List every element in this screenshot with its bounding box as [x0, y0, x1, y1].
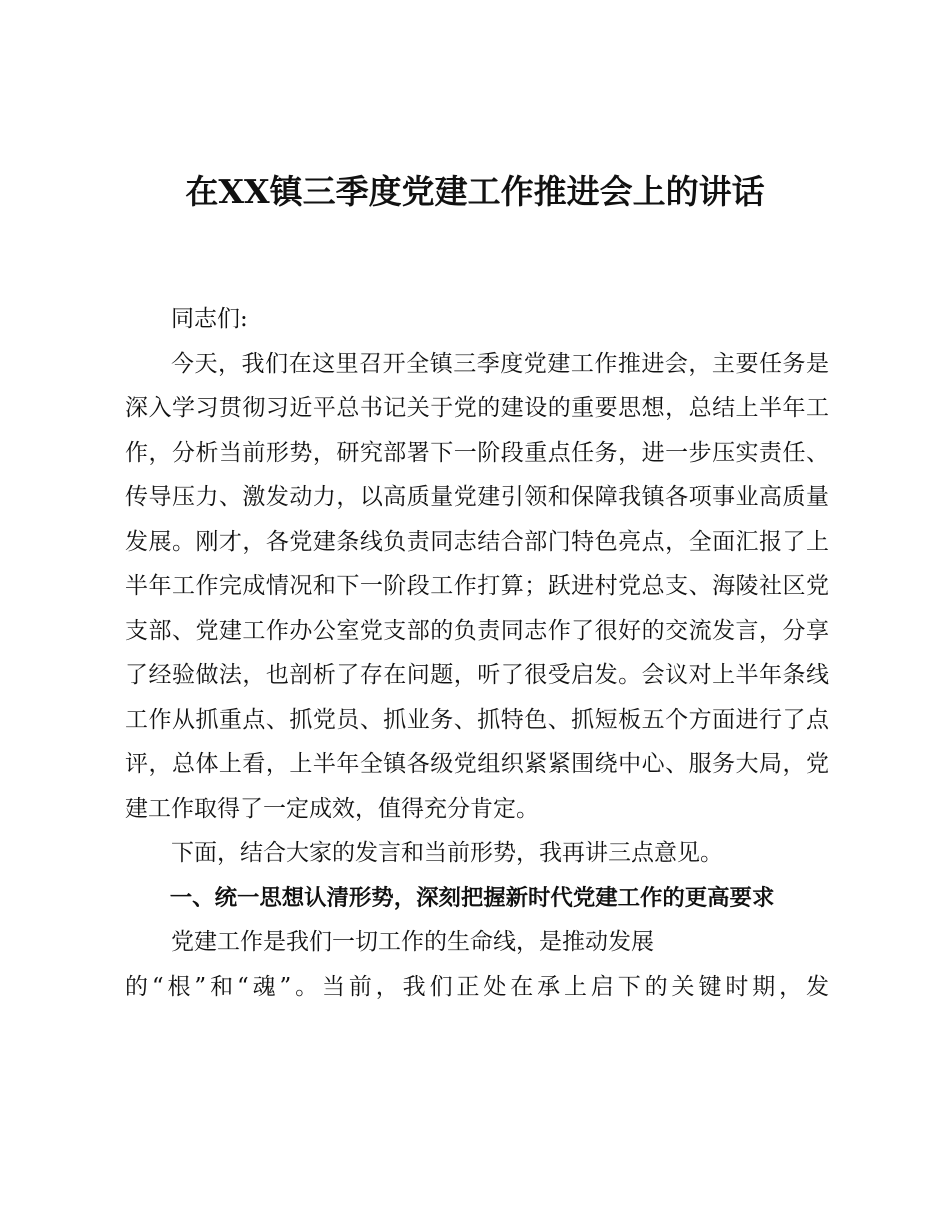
document-title: 在XX镇三季度党建工作推进会上的讲话: [185, 172, 765, 211]
salutation: 同志们:: [171, 306, 248, 332]
body-paragraph-2: 下面，结合大家的发言和当前形势，我再讲三点意见。: [171, 840, 723, 866]
section-heading-1: 一、统一思想认清形势，深刻把握新时代党建工作的更高要求: [169, 884, 775, 911]
body-paragraph-1: 今天，我们在这里召开全镇三季度党建工作推进会，主要任务是深入学习贯彻习近平总书记关于党的建设的重要思想，总结上半年工作，分析当前形势，研究部署下一阶段重点任务，进一步压实责任、传导压力、激发动力，以高质量党建引领和保障我镇各项事业高质量发展。刚才，各党建条线负责同志结合部门特色亮点，全面汇报了上半年工作完成情况和下一阶段工作打算；跃进村党总支、海陵社区党支部、党建工作办公室党支部的负责同志作了很好的交流发言，分享了经验做法，也剖析了存在问题，听了很受启发。会议对上半年条线工作从抓重点、抓党员、抓业务、抓特色、抓短板五个方面进行了点评，总体上看，上半年全镇各级党组织紧紧围绕中心、服务大局，党建工作取得了一定成效，值得充分肯定。: [125, 350, 829, 822]
document-body: [125, 297, 829, 1009]
body-paragraph-3-line-2: 的“根”和“魂”。当前，我们正处在承上启下的关键时期，发: [125, 973, 829, 1000]
body-paragraph-3-line-1: 党建工作是我们一切工作的生命线，是推动发展: [171, 929, 654, 955]
